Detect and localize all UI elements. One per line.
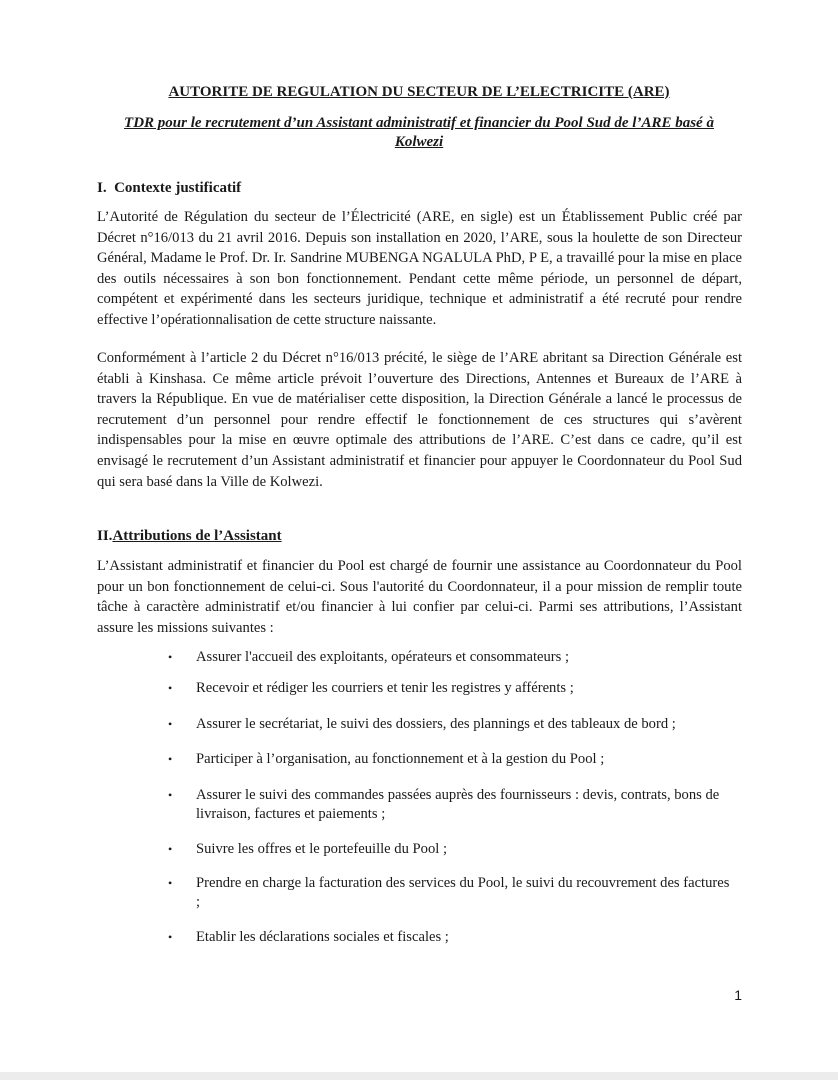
list-item-text: Recevoir et rédiger les courriers et tenir les registres y afférents ; — [196, 680, 574, 696]
list-item — [170, 648, 730, 667]
bullet-icon: • — [168, 650, 173, 664]
list-item-text: Assurer le secrétariat, le suivi des dossiers, des plannings et des tableaux de bord ; — [196, 716, 676, 732]
section-2-title: Attributions de l’Assistant — [112, 528, 282, 544]
list-item-text: Assurer le suivi des commandes passées auprès des fournisseurs : devis, contrats, bons de livraison, factures et paiements ; — [196, 787, 720, 822]
bullet-icon: • — [168, 876, 173, 890]
list-item-text: Assurer l'accueil des exploitants, opérateurs et consommateurs ; — [196, 649, 570, 665]
bullet-icon: • — [168, 788, 173, 802]
list-item — [170, 679, 730, 698]
section-1-paragraph-1: L’Autorité de Régulation du secteur de l’Électricité (ARE, en sigle) est un Établissement Public créé par Décret n°16/013 du 21 avril 2016. Depuis son installation en 2020, l’ARE, sous la houlette de son Directeur Général, Madame le Prof. Dr. Ir. Sandrine MUBENGA NGALULA PhD, P E, a travaillé pour la mise en place des outils nécessaires à son bon fonctionnement. Pendant cette même période, un personnel de départ, compétent et expérimenté dans les secteurs juridique, technique et administratif a été recruté pour rendre effective l’opérationnalisation de cette structure naissante. — [97, 209, 742, 328]
list-item — [170, 715, 730, 734]
section-1-number: I. — [97, 180, 107, 196]
section-1-paragraph-2: Conformément à l’article 2 du Décret n°16/013 précité, le siège de l’ARE abritant sa Direction Générale est établi à Kinshasa. Ce même article prévoit l’ouverture des Directions, Antennes et Bureaux de l’ARE à travers la République. En vue de matérialiser cette disposition, la Direction Générale a lancé le processus de recrutement d’un personnel pour rendre effectif le fonctionnement de ces structures qui s’avèrent indispensables pour la mise en œuvre optimale des attributions de l’ARE. C’est dans ce cadre, qu’il est envisagé le recrutement d’un Assistant administratif et financier pour appuyer le Coordonnateur du Pool Sud qui sera basé dans la Ville de Kolwezi. — [97, 350, 742, 490]
page-bottom-edge — [0, 1072, 838, 1080]
list-item — [170, 928, 730, 947]
list-item — [170, 840, 730, 859]
list-item-text: Suivre les offres et le portefeuille du Pool ; — [196, 841, 448, 857]
bullet-icon: • — [168, 717, 173, 731]
section-2-number: II. — [97, 528, 113, 544]
section-2-intro: L’Assistant administratif et financier du Pool est chargé de fournir une assistance au Coordonnateur du Pool pour un bon fonctionnement de celui-ci. Sous l'autorité du Coordonnateur, il a pour mission de remplir toute tâche à caractère administratif et/ou financier à lui confier par celui-ci. Parmi ses attributions, l’Assistant assure les missions suivantes : — [97, 558, 742, 636]
list-item — [170, 750, 730, 769]
bullet-icon: • — [168, 752, 173, 766]
page-number: 1 — [734, 987, 742, 1003]
document-title: AUTORITE DE REGULATION DU SECTEUR DE L’ELECTRICITE (ARE) — [168, 84, 670, 100]
section-1-title: Contexte justificatif — [114, 180, 242, 196]
bullet-icon: • — [168, 681, 173, 695]
list-item — [170, 786, 730, 824]
list-item-text: Etablir les déclarations sociales et fiscales ; — [196, 929, 449, 945]
list-item — [170, 874, 730, 912]
list-item-text: Prendre en charge la facturation des services du Pool, le suivi du recouvrement des factures ; — [196, 875, 730, 910]
list-item-text: Participer à l’organisation, au fonctionnement et à la gestion du Pool ; — [196, 751, 605, 767]
bullet-icon: • — [168, 842, 173, 856]
bullet-icon: • — [168, 930, 173, 944]
document-subtitle: TDR pour le recrutement d’un Assistant administratif et financier du Pool Sud de l’ARE basé à Kolwezi — [124, 115, 714, 150]
